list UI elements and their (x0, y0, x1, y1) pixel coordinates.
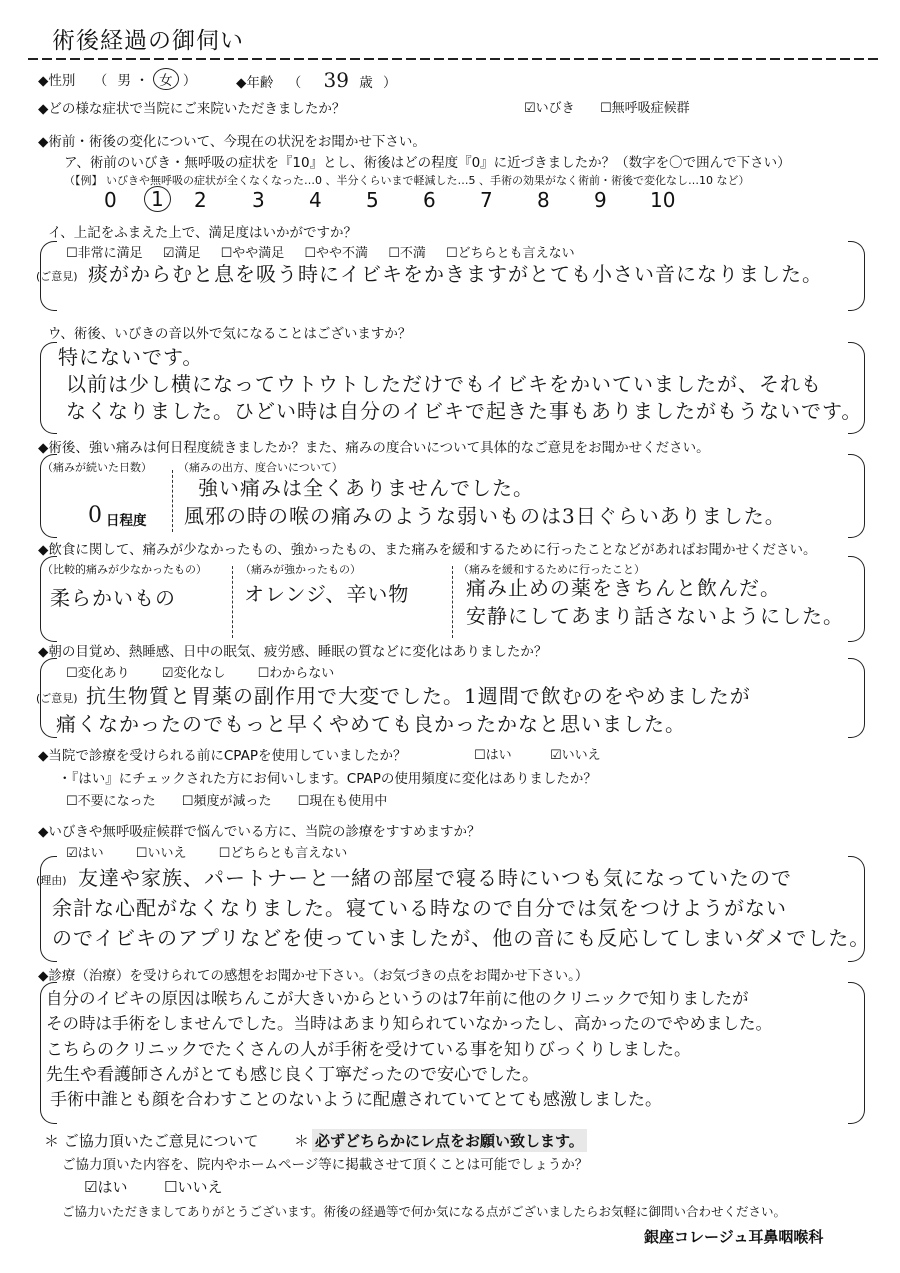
sat-somewhat-dissatisfied[interactable]: ☐やや不満 (304, 246, 369, 261)
question-impression: ◆診療（治療）を受けられての感想をお聞かせ下さい。（お気づきの点をお聞かせ下さい。） (38, 968, 589, 984)
scale-2[interactable]: 2 (194, 188, 207, 212)
question-other: ウ、術後、いびきの音以外で気になることはございますか？ (48, 326, 412, 342)
sleep-answer-line-2[interactable]: 痛くなかったのでもっと早くやめても良かったかなと思いました。 (56, 712, 686, 736)
question-food: ◆飲食に関して、痛みが少なかったもの、強かったもの、また痛みを緩和するために行ったことなどがあればお聞かせください。 (38, 542, 817, 558)
question-cpap-sub: ・『はい』にチェックされた方にお伺いします。CPAPの使用頻度に変化はありましたか？ (58, 771, 597, 787)
pain-answer-line-2[interactable]: 風邪の時の喉の痛みのような弱いものは3日ぐらいありました。 (184, 504, 786, 528)
question-satisfaction: イ、上記をふまえた上で、満足度はいかがですか？ (48, 225, 358, 241)
scale-3[interactable]: 3 (252, 188, 265, 212)
scale-6[interactable]: 6 (423, 188, 436, 212)
scale-0[interactable]: 0 (104, 188, 117, 212)
question-pain: ◆術後、強い痛みは何日程度続きましたか？また、痛みの度合いについて具体的なご意見をお聞かせください。 (38, 440, 710, 456)
recommend-answer-line-1[interactable]: 友達や家族、パートナーと一緒の部屋で寝る時にいつも気になっていたので (78, 866, 792, 890)
scale-9[interactable]: 9 (594, 188, 607, 212)
cpap-unneeded[interactable]: ☐不要になった (66, 794, 156, 809)
recommend-neutral[interactable]: ☐どちらとも言えない (218, 846, 348, 861)
scale-4[interactable]: 4 (309, 188, 322, 212)
pain-days-label: （痛みが続いた日数） (42, 461, 152, 474)
recommend-answer-line-2[interactable]: 余計な心配がなくなりました。寝ている時なので自分では気をつけようがない (52, 896, 787, 920)
satisfaction-bracket-right (848, 241, 865, 311)
age-value[interactable]: 39 (323, 68, 349, 92)
food-more-label: （痛みが強かったもの） (240, 563, 361, 576)
title-underline (28, 56, 880, 62)
opinion-label: (ご意見) (36, 270, 78, 283)
gender-row: ◆性別 （ 男 ・ 女 ） (38, 68, 196, 90)
impression-line-5[interactable]: 手術中誰とも顔を合わすことのないように配慮されていてとても感激しました。 (50, 1090, 662, 1110)
food-divider-1 (232, 566, 233, 638)
sleep-options (66, 662, 334, 681)
satisfaction-answer[interactable]: 痰がからむと息を吸う時にイビキをかきますがとても小さい音になりました。 (88, 262, 823, 286)
other-answer-line-3[interactable]: なくなりました。ひどい時は自分のイビキで起きた事もありましたがもうないです。 (66, 399, 863, 423)
pain-bracket-right (848, 454, 865, 538)
question-change-a: ア、術前のいびき・無呼吸の症状を『10』とし、術後はどの程度『0』に近づきましたか？（数字を〇で囲んで下さい） (64, 155, 791, 171)
sleep-bracket-right (848, 658, 865, 738)
question-change-title: ◆術前・術後の変化について、今現在の状況をお聞かせ下さい。 (38, 134, 426, 150)
impression-line-2[interactable]: その時は手術をしませんでした。当時はあまり知られていなかったし、高かったのでやめました。 (46, 1014, 772, 1033)
question-recommend: ◆いびきや無呼吸症候群で悩んでいる方に、当院の診療をすすめますか？ (38, 824, 481, 840)
other-bracket-left (40, 342, 57, 434)
food-relief-line-1[interactable]: 痛み止めの薬をきちんと飲んだ。 (466, 576, 781, 600)
recommend-reason-label: (理由) (36, 874, 67, 887)
sat-somewhat-satisfied[interactable]: ☐やや満足 (220, 246, 285, 261)
pain-divider (172, 470, 173, 532)
page-title: 術後経過の御伺い (52, 28, 244, 54)
scale-10[interactable]: 10 (650, 188, 676, 212)
age-row: ◆年齢 （ 39 歳 ） (236, 68, 397, 92)
impression-line-3[interactable]: こちらのクリニックでたくさんの人が手術を受けている事を知りびっくりしました。 (46, 1040, 691, 1060)
sat-satisfied[interactable]: ☑満足 (162, 246, 201, 261)
cpap-no-checkbox[interactable]: ☑いいえ (550, 748, 601, 763)
cpap-sub-options (66, 790, 387, 809)
question-cpap: ◆当院で診療を受けられる前にCPAPを使用していましたか？ (38, 748, 407, 764)
symptom-apnea-checkbox[interactable]: ☐無呼吸症候群 (600, 101, 690, 116)
other-answer-line-1[interactable]: 特にないです。 (58, 345, 204, 369)
impression-bracket-right (848, 982, 865, 1124)
food-divider-2 (452, 566, 453, 638)
cpap-yes-checkbox[interactable]: ☐はい (474, 748, 512, 763)
scale-8[interactable]: 8 (537, 188, 550, 212)
recommend-no[interactable]: ☐いいえ (135, 846, 187, 861)
sleep-changed[interactable]: ☐変化あり (66, 666, 130, 681)
pain-answer-line-1[interactable]: 強い痛みは全くありませんでした。 (198, 476, 534, 500)
improvement-scale (0, 188, 900, 218)
sat-dissatisfied[interactable]: ☐不満 (388, 246, 426, 261)
pain-days-unit: 日程度 (106, 513, 147, 529)
pain-degree-label: （痛みの出方、度合いについて） (178, 461, 343, 474)
symptom-snoring-checkbox[interactable]: ☑いびき (524, 101, 575, 116)
consent-no-checkbox[interactable]: ☐いいえ (164, 1178, 223, 1196)
question-change-example: （【例】 いびきや無呼吸の症状が全くなくなった…0 、半分くらいまで軽減した…5 、手術の効果がなく術前・術後で変化なし…10 など） (64, 174, 750, 187)
scale-7[interactable]: 7 (480, 188, 493, 212)
consent-yes-checkbox[interactable]: ☑はい (84, 1178, 128, 1196)
impression-line-4[interactable]: 先生や看護師さんがとても感じ良く丁寧だったので安心でした。 (46, 1065, 539, 1085)
consent-heading-star: ＊ (294, 1132, 310, 1150)
food-relief-label: （痛みを緩和するために行ったこと） (458, 563, 645, 576)
age-label: ◆年齢 (236, 75, 274, 91)
sleep-answer-line-1[interactable]: 抗生物質と胃薬の副作用で大変でした。1週間で飲むのをやめましたが (86, 684, 751, 708)
sleep-no-change[interactable]: ☑変化なし (161, 666, 226, 681)
food-less-value[interactable]: 柔らかいもの (50, 586, 176, 610)
pain-days-value[interactable]: 0 (88, 503, 102, 528)
gender-male[interactable]: 男 (117, 73, 131, 89)
consent-heading-2: 必ずどちらかにレ点をお願い致します。 (312, 1129, 587, 1152)
scale-5[interactable]: 5 (366, 188, 379, 212)
sleep-unknown[interactable]: ☐わからない (257, 666, 335, 681)
question-symptom: ◆どの様な症状で当院にご来院いただきましたか？ (38, 101, 346, 117)
other-answer-line-2[interactable]: 以前は少し横になってウトウトしただけでもイビキをかいていましたが、それも (66, 372, 822, 396)
food-more-value[interactable]: オレンジ、辛い物 (244, 582, 410, 606)
consent-heading-1: ＊ ご協力頂いたご意見について (44, 1132, 259, 1150)
recommend-yes[interactable]: ☑はい (66, 846, 104, 861)
sleep-opinion-label: (ご意見) (36, 692, 78, 705)
question-sleep: ◆朝の目覚め、熱睡感、日中の眠気、疲労感、睡眠の質などに変化はありましたか？ (38, 644, 548, 660)
gender-female-circled[interactable]: 女 (153, 68, 179, 90)
consent-question: ご協力頂いた内容を、院内やホームページ等に掲載させて頂くことは可能でしょうか？ (62, 1157, 589, 1173)
footer-clinic-name: 銀座コレージュ耳鼻咽喉科 (644, 1228, 824, 1246)
sat-neutral[interactable]: ☐どちらとも言えない (445, 246, 575, 261)
food-relief-line-2[interactable]: 安静にしてあまり話さないようにした。 (466, 604, 844, 628)
cpap-still-using[interactable]: ☐現在も使用中 (297, 794, 388, 809)
scale-1-circled[interactable]: 1 (144, 186, 171, 212)
food-less-label: （比較的痛みが少なかったもの） (42, 563, 207, 576)
recommend-options (66, 842, 347, 861)
recommend-answer-line-3[interactable]: のでイビキのアプリなどを使っていましたが、他の音にも反応してしまいダメでした。 (52, 926, 871, 950)
food-bracket-right (848, 556, 865, 642)
cpap-reduced[interactable]: ☐頻度が減った (181, 794, 272, 809)
footer-thanks: ご協力いただきましてありがとうございます。術後の経過等で何か気になる点がございましたらお気軽に御問い合わせください。 (62, 1204, 787, 1219)
gender-label: ◆性別 (38, 73, 76, 89)
impression-line-1[interactable]: 自分のイビキの原因は喉ちんこが大きいからというのは7年前に他のクリニックで知りましたが (46, 989, 749, 1008)
sat-very-satisfied[interactable]: ☐非常に満足 (66, 246, 143, 261)
